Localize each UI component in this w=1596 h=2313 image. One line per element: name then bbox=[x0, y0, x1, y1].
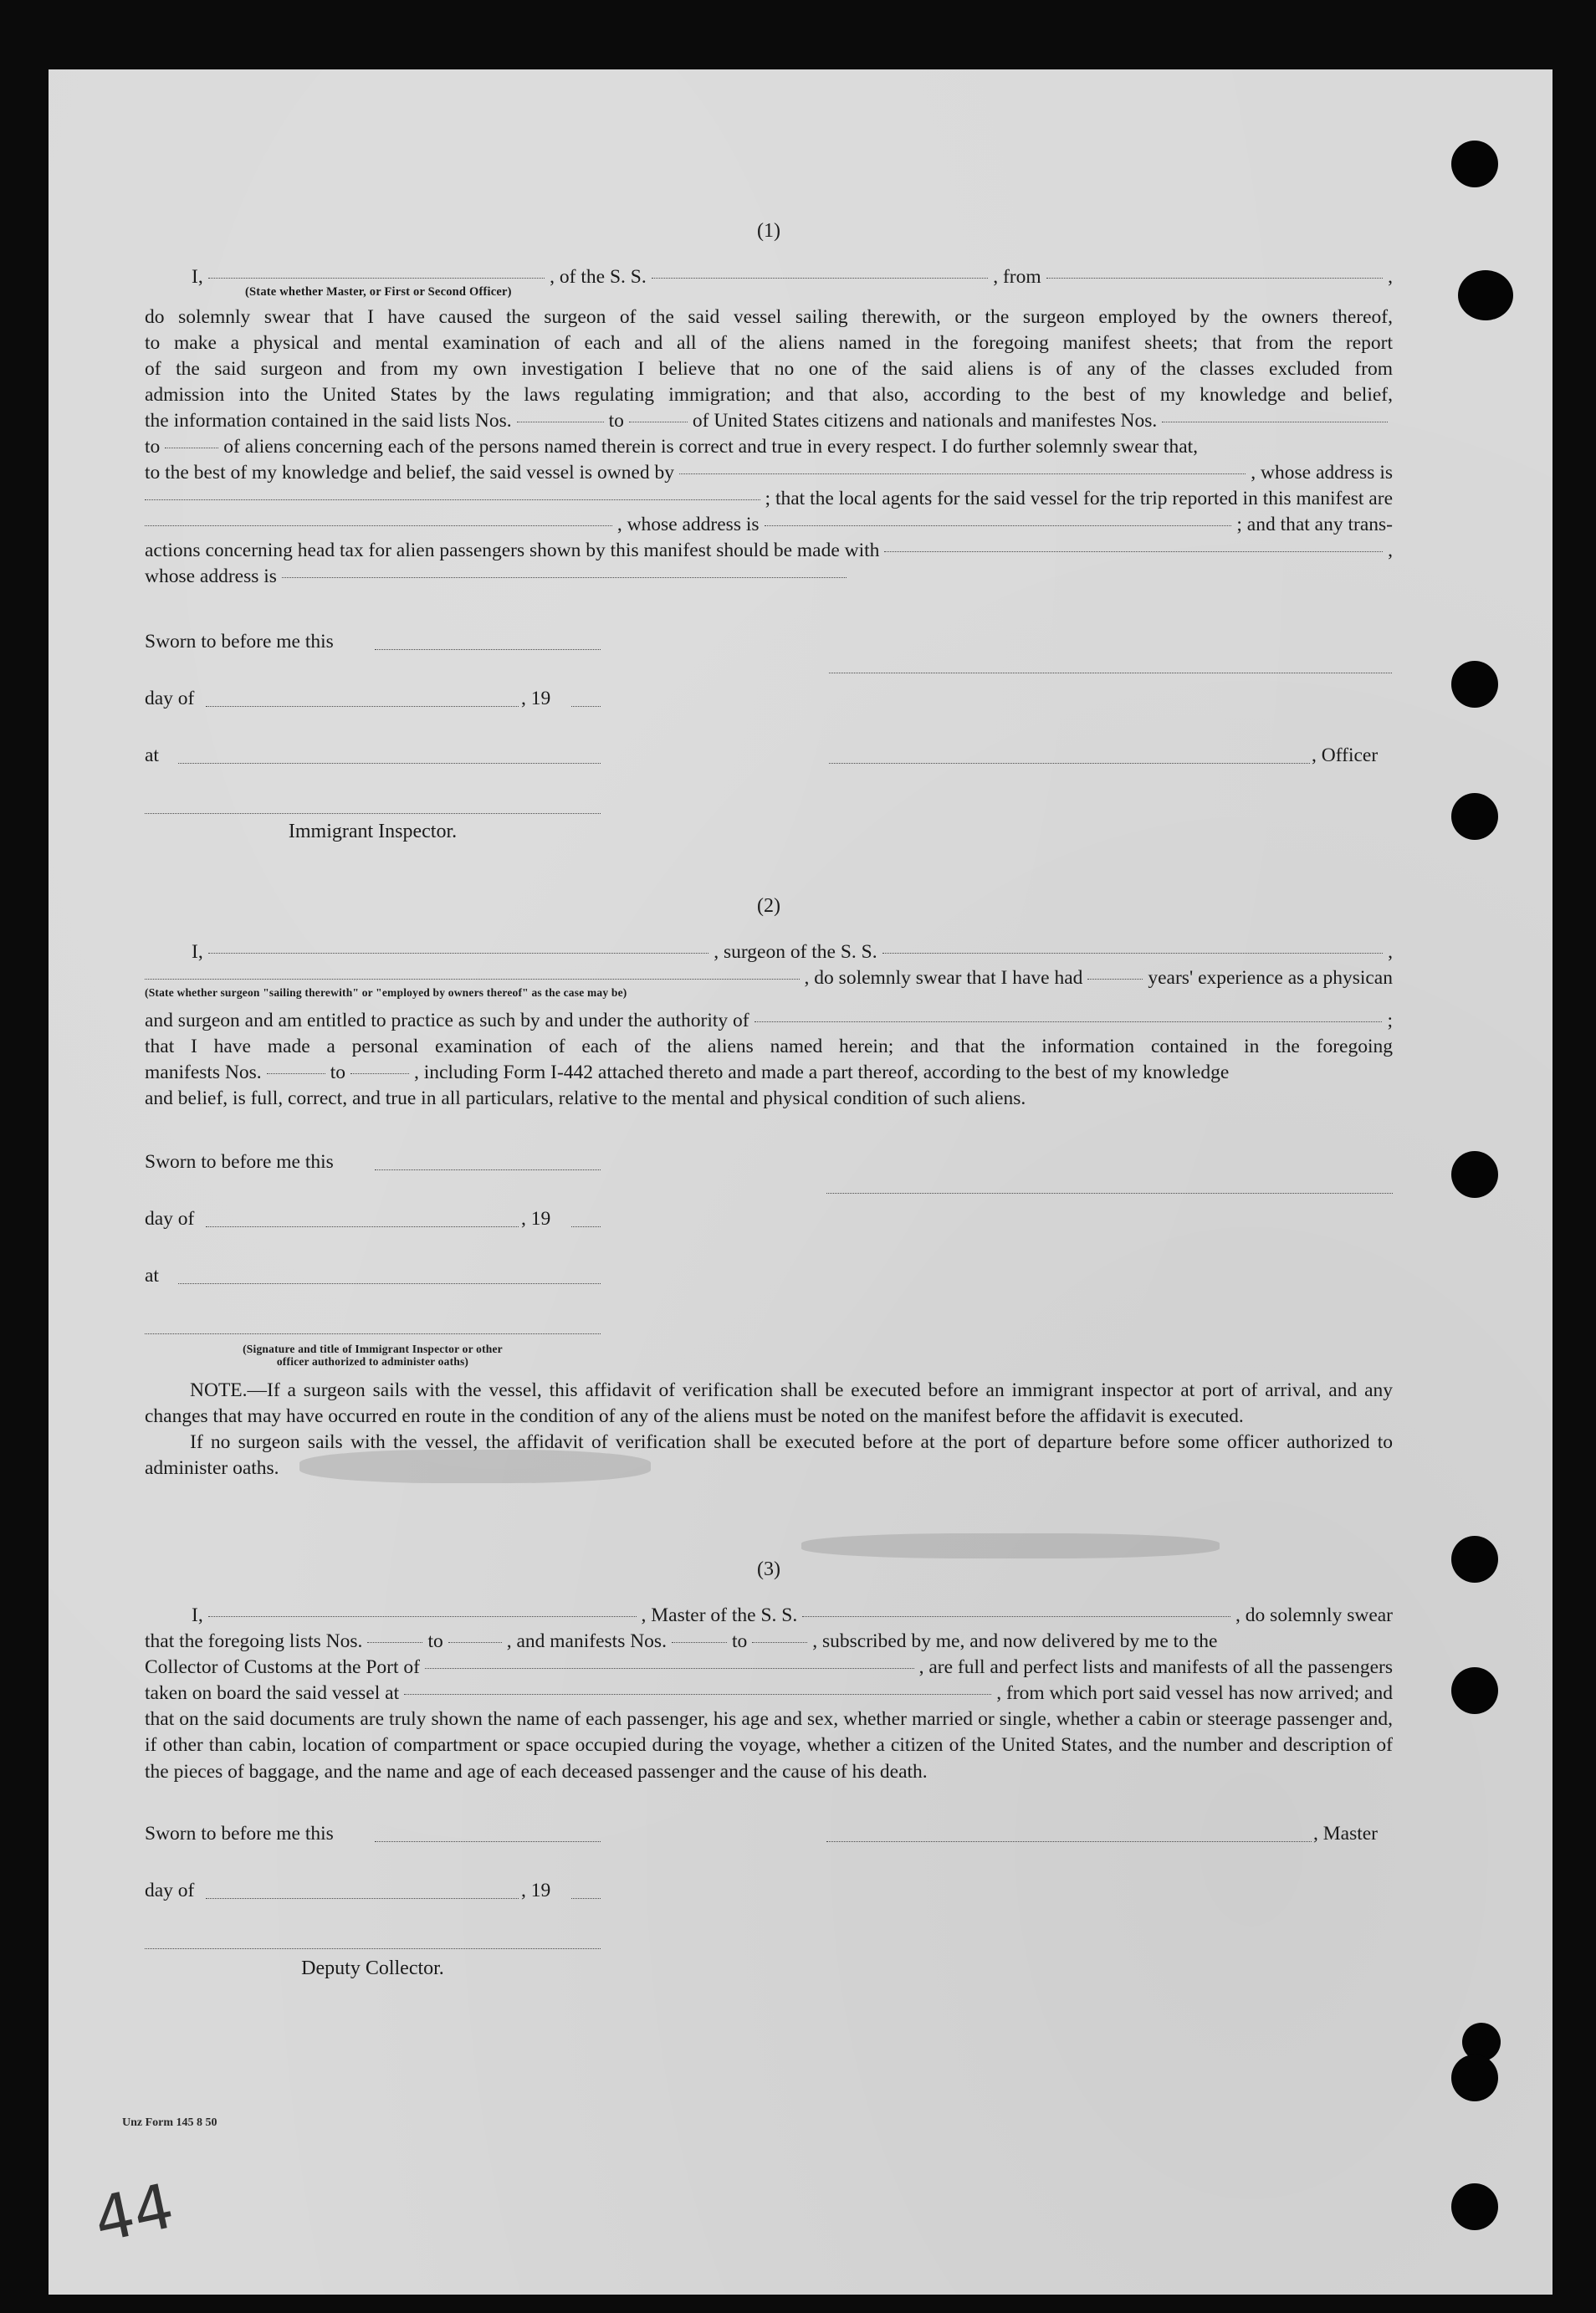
body-text: actions concerning head tax for alien passengers shown by this manifest should be made with bbox=[145, 540, 880, 561]
field-label: to the best of my knowledge and belief, the said vessel is owned by bbox=[145, 462, 675, 484]
field-label: to bbox=[145, 436, 161, 458]
declaration-paragraph: that on the said documents are truly shown the name of each passenger, his age and sex, whether married or single, whether a cabin or steerage passenger and, if other than cabin, location of compartment or space occupied during the voyage, whether a citizen of the United States, and the number and description of the pieces of baggage, and the name and age of each deceased passenger and the cause of his death. bbox=[145, 1708, 1393, 1783]
form-line bbox=[145, 1603, 1393, 1629]
punctuation: , bbox=[1388, 540, 1393, 561]
form-line bbox=[145, 564, 1393, 590]
sworn-label: Sworn to before me this bbox=[145, 631, 334, 652]
body-text: ; that the local agents for the said vessel for the trip reported in this manifest are bbox=[765, 488, 1393, 509]
body-text: , do solemnly swear bbox=[1235, 1604, 1394, 1626]
day-row bbox=[145, 667, 1393, 724]
surgeon-status-field[interactable] bbox=[145, 979, 800, 980]
binder-hole bbox=[1451, 2055, 1498, 2101]
master-signature-field[interactable] bbox=[826, 1841, 1312, 1842]
field-label: , whose address is bbox=[616, 514, 760, 535]
surgeon-instruction: (State whether surgeon "sailing therewith" or "employed by owners thereof" as the case may be) bbox=[145, 986, 627, 999]
inspector-signature-field[interactable] bbox=[145, 1333, 601, 1334]
place-field[interactable] bbox=[178, 763, 601, 764]
body-line bbox=[145, 1034, 1393, 1060]
body-text: to make a physical and mental examination of each and all of the aliens named in the foregoing manifest sheets; that from the report bbox=[145, 332, 1393, 354]
binder-hole bbox=[1451, 2183, 1498, 2230]
day-label: day of bbox=[145, 1208, 195, 1230]
officer-signature-field[interactable] bbox=[829, 763, 1310, 764]
section-surgeon-affidavit bbox=[145, 895, 1393, 1368]
embarkation-port-field[interactable] bbox=[404, 1694, 991, 1695]
day-field[interactable] bbox=[206, 706, 519, 707]
binder-hole bbox=[1451, 141, 1498, 187]
form-line bbox=[145, 1629, 1393, 1655]
signature-instruction bbox=[145, 1343, 601, 1368]
at-label: at bbox=[145, 745, 159, 766]
section-number: (3) bbox=[757, 1558, 780, 1580]
years-field[interactable] bbox=[1087, 979, 1143, 980]
body-text: and surgeon and am entitled to practice as such by and under the authority of bbox=[145, 1010, 749, 1031]
field-label: , from bbox=[993, 266, 1041, 288]
form-line bbox=[145, 1655, 1393, 1681]
year-label: , 19 bbox=[521, 1879, 551, 1901]
body-text: , including Form I-442 attached thereto and made a part thereof, according to the best of my knowledge bbox=[413, 1062, 1230, 1083]
note-paragraph: NOTE.—If a surgeon sails with the vessel, this affidavit of verification shall be executed before an immigrant inspector at port of arrival, and any changes that may have occurred en route in the condition of any of the aliens must be noted on the manifest before the affidavit is executed. bbox=[145, 1379, 1393, 1427]
body-text: , from which port said vessel has now arrived; and bbox=[996, 1682, 1393, 1704]
name-field[interactable] bbox=[208, 278, 545, 279]
field-label: to bbox=[330, 1062, 345, 1083]
day-label: day of bbox=[145, 688, 195, 709]
day-label: day of bbox=[145, 1879, 195, 1901]
punctuation: , bbox=[1388, 266, 1393, 288]
form-line bbox=[145, 1008, 1393, 1034]
pronoun: I, bbox=[192, 941, 203, 963]
signature-note-line: officer authorized to administer oaths) bbox=[276, 1355, 469, 1368]
field-label: , of the S. S. bbox=[550, 266, 647, 288]
body-text: years' experience as a physican bbox=[1148, 967, 1393, 989]
inspector-line-row bbox=[145, 780, 1393, 822]
year-field[interactable] bbox=[571, 1898, 601, 1899]
day-field[interactable] bbox=[206, 1898, 519, 1899]
body-line bbox=[145, 304, 1393, 330]
sworn-date-field[interactable] bbox=[375, 1169, 601, 1170]
document-sheet bbox=[49, 69, 1553, 2295]
binder-hole bbox=[1458, 270, 1513, 320]
form-line bbox=[145, 939, 1393, 965]
form-line bbox=[145, 538, 1393, 564]
owner-field[interactable] bbox=[679, 473, 1246, 474]
binder-hole bbox=[1451, 1536, 1498, 1583]
vessel-field[interactable] bbox=[652, 278, 988, 279]
owner-address-field[interactable] bbox=[145, 499, 760, 500]
manifests-from-field[interactable] bbox=[672, 1642, 727, 1643]
year-field[interactable] bbox=[571, 1226, 601, 1227]
signature-note-line: (Signature and title of Immigrant Inspector or other bbox=[243, 1343, 503, 1355]
at-row bbox=[145, 724, 1393, 780]
field-label: of United States citizens and nationals and manifestes Nos. bbox=[692, 410, 1158, 432]
field-label: , surgeon of the S. S. bbox=[714, 941, 877, 963]
binder-hole bbox=[1451, 793, 1498, 840]
field-label: whose address is bbox=[145, 565, 277, 587]
sworn-row bbox=[145, 1130, 1393, 1187]
field-label: to bbox=[608, 410, 624, 432]
field-label: to bbox=[731, 1630, 748, 1652]
officer-label: , Officer bbox=[1312, 745, 1379, 766]
binder-hole bbox=[1451, 1151, 1498, 1198]
sworn-row bbox=[145, 610, 1393, 667]
master-name-field[interactable] bbox=[208, 1616, 637, 1617]
punctuation: ; bbox=[1387, 1010, 1393, 1031]
pronoun: I, bbox=[192, 266, 203, 288]
punctuation: , bbox=[1388, 941, 1394, 963]
authority-field[interactable] bbox=[755, 1021, 1383, 1022]
binder-hole bbox=[1451, 661, 1498, 708]
port-field[interactable] bbox=[425, 1668, 914, 1669]
body-text: and belief, is full, correct, and true in all particulars, relative to the mental and physical condition of such aliens. bbox=[145, 1087, 1026, 1109]
form-line bbox=[145, 486, 1393, 512]
note-block bbox=[145, 1378, 1393, 1481]
body-line bbox=[145, 382, 1393, 408]
lists-from-field[interactable] bbox=[367, 1642, 422, 1643]
form-line bbox=[145, 460, 1393, 486]
contact-address-field[interactable] bbox=[282, 577, 847, 578]
agents-field[interactable] bbox=[145, 525, 612, 526]
inspector-signature-field[interactable] bbox=[145, 813, 601, 814]
from-port-field[interactable] bbox=[1046, 278, 1383, 279]
body-line bbox=[145, 330, 1393, 356]
day-row bbox=[145, 1187, 1393, 1244]
body-line bbox=[145, 1086, 1393, 1112]
field-label: manifests Nos. bbox=[145, 1062, 262, 1083]
body-line bbox=[145, 356, 1393, 382]
body-text: , do solemnly swear that I have had bbox=[804, 967, 1083, 989]
year-label: , 19 bbox=[521, 688, 551, 709]
affidavit-form bbox=[145, 220, 1393, 1980]
field-label: , whose address is bbox=[1251, 462, 1393, 484]
body-text: admission into the United States by the laws regulating immigration; and that also, according to the best of my knowledge and belief, bbox=[145, 384, 1393, 406]
note-paragraph: If no surgeon sails with the vessel, the affidavit of verification shall be executed before at the port of departure before some officer authorized to administer oaths. bbox=[145, 1431, 1393, 1479]
manifests-to-field[interactable] bbox=[350, 1073, 409, 1074]
section-master-affidavit bbox=[145, 220, 1393, 843]
field-label: Collector of Customs at the Port of bbox=[145, 1656, 420, 1678]
body-text: that I have made a personal examination of each of the aliens named herein; and that the information contained in the foregoing bbox=[145, 1036, 1393, 1057]
form-line bbox=[145, 408, 1393, 434]
section-number: (1) bbox=[757, 220, 780, 242]
agents-address-field[interactable] bbox=[765, 525, 1232, 526]
at-row bbox=[145, 1244, 1393, 1301]
sworn-label: Sworn to before me this bbox=[145, 1822, 334, 1845]
lists-to-field[interactable] bbox=[448, 1642, 502, 1643]
field-label: taken on board the said vessel at bbox=[145, 1682, 400, 1704]
section-master-declaration bbox=[145, 1558, 1393, 1980]
day-row bbox=[145, 1859, 1393, 1916]
section-number: (2) bbox=[757, 895, 780, 917]
pencil-annotation: 44 bbox=[88, 2170, 181, 2257]
master-label: , Master bbox=[1313, 1822, 1379, 1845]
body-text: of the said surgeon and from my own investigation I believe that no one of the said aliens is of any of the classes excluded from bbox=[145, 358, 1393, 380]
day-field[interactable] bbox=[206, 1226, 519, 1227]
body-text: do solemnly swear that I have caused the surgeon of the said vessel sailing therewith, or the surgeon employed by the owners thereof, bbox=[145, 306, 1393, 328]
form-line bbox=[145, 434, 1393, 460]
year-field[interactable] bbox=[571, 706, 601, 707]
place-field[interactable] bbox=[178, 1283, 601, 1284]
form-line bbox=[145, 1060, 1393, 1086]
field-label: , and manifests Nos. bbox=[506, 1630, 667, 1652]
surgeon-name-field[interactable] bbox=[208, 953, 709, 954]
sworn-label: Sworn to before me this bbox=[145, 1151, 334, 1173]
body-text: of aliens concerning each of the persons named therein is correct and true in every respect. I do further solemnly swear that, bbox=[223, 436, 1199, 458]
form-line bbox=[145, 1681, 1393, 1707]
pronoun: I, bbox=[192, 1604, 203, 1626]
form-number: Unz Form 145 8 50 bbox=[122, 2116, 217, 2129]
inspector-line-row bbox=[145, 1301, 1393, 1343]
vessel-field[interactable] bbox=[882, 953, 1384, 954]
sworn-date-field[interactable] bbox=[375, 649, 601, 650]
field-label: that the foregoing lists Nos. bbox=[145, 1630, 363, 1652]
body-text: , subscribed by me, and now delivered by me to the bbox=[812, 1630, 1218, 1652]
vessel-field[interactable] bbox=[802, 1616, 1230, 1617]
manifests-to-field[interactable] bbox=[752, 1642, 807, 1643]
field-label: the information contained in the said lists Nos. bbox=[145, 410, 512, 432]
deputy-line-row bbox=[145, 1916, 1393, 1957]
head-tax-contact-field[interactable] bbox=[884, 551, 1383, 552]
deputy-caption: Deputy Collector. bbox=[301, 1957, 444, 1979]
body-text: , are full and perfect lists and manifests of all the passengers bbox=[918, 1656, 1393, 1678]
field-label: to bbox=[427, 1630, 443, 1652]
inspector-caption: Immigrant Inspector. bbox=[288, 821, 458, 842]
officer-instruction: (State whether Master, or First or Second Officer) bbox=[245, 285, 512, 299]
form-line bbox=[145, 512, 1393, 538]
at-label: at bbox=[145, 1265, 159, 1287]
body-text: ; and that any trans- bbox=[1236, 514, 1393, 535]
manifests-from-field[interactable] bbox=[267, 1073, 325, 1074]
year-label: , 19 bbox=[521, 1208, 551, 1230]
field-label: , Master of the S. S. bbox=[641, 1604, 798, 1626]
deputy-signature-field[interactable] bbox=[145, 1948, 601, 1949]
sworn-row bbox=[145, 1802, 1393, 1859]
binder-hole bbox=[1451, 1667, 1498, 1714]
sworn-date-field[interactable] bbox=[375, 1841, 601, 1842]
